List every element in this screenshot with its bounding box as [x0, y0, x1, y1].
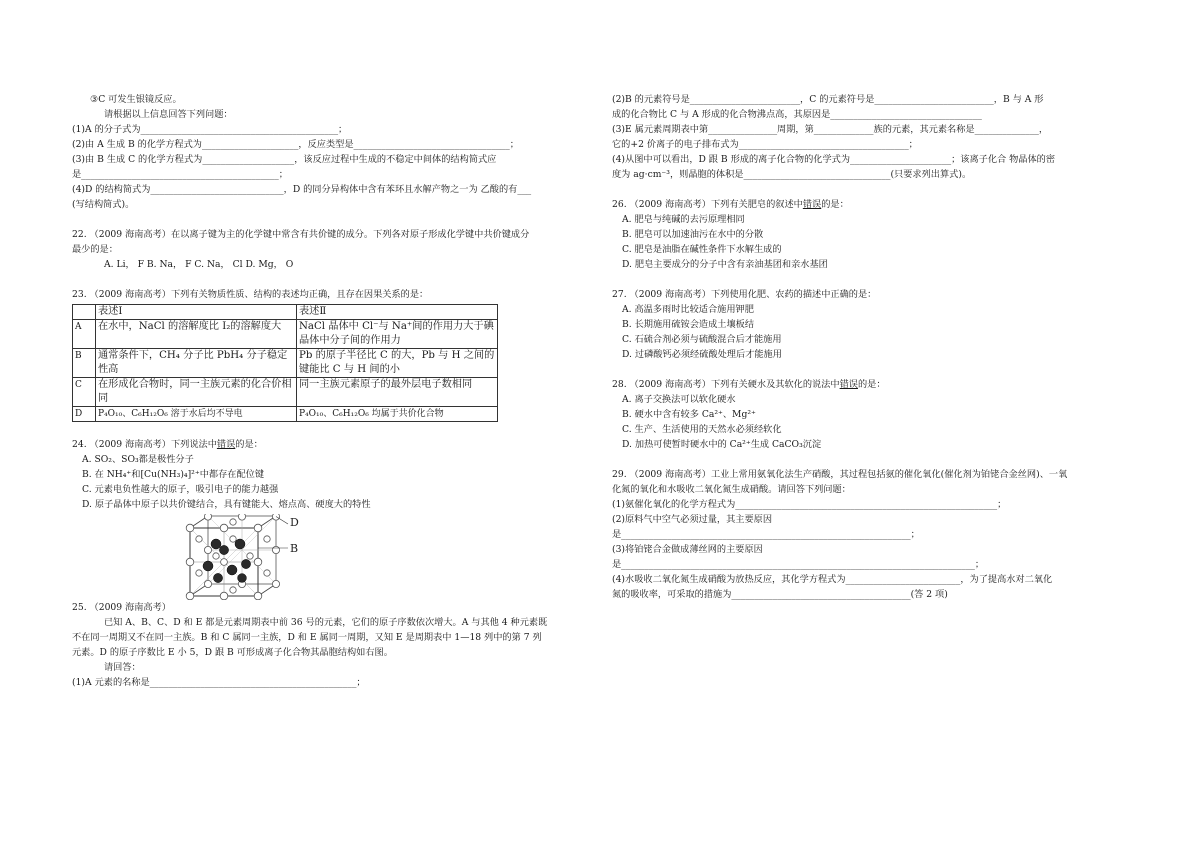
q22-options: A. Li， F B. Na， F C. Na， Cl D. Mg， O [104, 259, 294, 270]
q23-table [72, 304, 498, 422]
q26-stem-emphasis: 错误 [802, 199, 822, 210]
q22-stem-cont: 最少的是： [72, 244, 118, 255]
q25-head: 25. （2009 海南高考） [72, 602, 171, 613]
q26-option-d: D. 肥皂主要成分的分子中含有亲油基团和亲水基团 [622, 259, 828, 270]
q25-part-1: (1)A 元素的名称是_____________________________________________； [72, 677, 366, 688]
q28-option-c: C. 生产、生活使用的天然水必须经软化 [622, 424, 782, 435]
q28-stem [612, 377, 1132, 392]
q29-part-4: (4)水吸收二氧化氮生成硝酸为放热反应，其化学方程式为_________________________，为了提高水对二氧化 [612, 574, 1053, 585]
q21-part-3: (3)由 B 生成 C 的化学方程式为____________________，该反应过程中生成的不稳定中间体的结构简式应 [72, 154, 497, 165]
q24-stem-a: 24. （2009 海南高考）下列说法中 [72, 439, 217, 450]
q28-stem-b: 的是： [857, 379, 886, 390]
q28-stem-emphasis: 错误 [839, 379, 858, 390]
q27-option-d: D. 过磷酸钙必须经硫酸处理后才能施用 [622, 349, 782, 360]
q25-part-3: (3)E 属元素周期表中第_______________周期，第_____________族的元素，其元素名称是______________， [612, 124, 1049, 135]
q29-line-1: 29. （2009 海南高考）工业上常用氨氧化法生产硝酸，其过程包括氨的催化氧化(催化剂为铂铑合金丝网)、一氧 [612, 469, 1068, 480]
q29-part-3: (3)将铂铑合金做成薄丝网的主要原因 [612, 544, 763, 555]
table-header-cell: 表述Ⅱ [297, 305, 498, 320]
question-29 [612, 467, 1132, 602]
left-column [72, 92, 572, 690]
table-row [73, 407, 498, 422]
right-column [612, 92, 1132, 602]
q26-stem-b: 的是： [821, 199, 849, 210]
q21-part-3-cont: 是___________________________________________； [72, 169, 288, 180]
q25-line-3: 元素。D 的原子序数比 E 小 5，D 跟 B 可形成离子化合物其晶胞结构如右图。 [72, 647, 393, 658]
question-22 [72, 227, 572, 272]
table-cell: 在形成化合物时，同一主族元素的化合价相同 [96, 378, 297, 407]
table-cell: Pb 的原子半径比 C 的大，Pb 与 H 之间的键能比 C 与 H 间的小 [297, 349, 498, 378]
q22-stem: 22. （2009 海南高考）在以离子键为主的化学键中常含有共价键的成分。下列各对原子形成化学键中共价键成分 [72, 229, 530, 240]
q25-line-2: 不在同一周期又不在同一主族。B 和 C 属同一主族，D 和 E 属同一周期，又知 E 是周期表中 1—18 列中的第 7 列 [72, 632, 542, 643]
question-25 [72, 600, 572, 690]
crystal-lattice-diagram [184, 514, 324, 600]
q25-ask: 请回答： [104, 662, 141, 673]
q27-option-b: B. 长期施用硫铵会造成土壤板结 [622, 319, 755, 330]
q24-stem-emphasis: 错误 [216, 439, 236, 450]
table-cell: P₄O₁₀、C₆H₁₂O₆ 均属于共价化合物 [297, 407, 498, 422]
table-cell-key: D [73, 407, 96, 422]
q26-option-c: C. 肥皂是油脂在碱性条件下水解生成的 [622, 244, 782, 255]
q24-option-a: A. SO₂、SO₃都是极性分子 [82, 454, 194, 465]
question-23 [72, 287, 572, 422]
table-cell-key: C [73, 378, 96, 407]
q26-option-b: B. 肥皂可以加速油污在水中的分散 [622, 229, 764, 240]
table-header-row [73, 305, 498, 320]
question-27 [612, 287, 1132, 362]
q25-part-2: (2)B 的元素符号是________________________，C 的元素符号是__________________________，B 与 A 形 [612, 94, 1044, 105]
q24-option-b: B. 在 NH₄⁺和[Cu(NH₃)₄]²⁺中都存在配位键 [82, 469, 265, 480]
q29-part-3-cont: 是_____________________________________________________________________________； [612, 559, 985, 570]
table-cell: NaCl 晶体中 Cl⁻与 Na⁺间的作用力大于碘晶体中分子间的作用力 [297, 320, 498, 349]
q29-part-1: (1)氨催化氧化的化学方程式为_________________________________________________________； [612, 499, 1007, 510]
q25-part-3-cont: 它的+2 价离子的电子排布式为_____________________________________； [612, 139, 918, 150]
table-cell: 同一主族元素原子的最外层电子数相同 [297, 378, 498, 407]
q29-part-2: (2)原料气中空气必须过量，其主要原因 [612, 514, 773, 525]
q27-stem: 27. （2009 海南高考）下列使用化肥、农药的描述中正确的是： [612, 289, 877, 300]
q24-option-c: C. 元素电负性越大的原子，吸引电子的能力越强 [82, 484, 279, 495]
table-row [73, 320, 498, 349]
q25-part-4: (4)从图中可以看出，D 跟 B 形成的离子化合物的化学式为______________________；该离子化合 物晶体的密 [612, 154, 1056, 165]
q28-option-a: A. 离子交换法可以软化硬水 [622, 394, 736, 405]
table-cell-key: A [73, 320, 96, 349]
q28-option-d: D. 加热可使暂时硬水中的 Ca²⁺生成 CaCO₃沉淀 [622, 439, 822, 450]
q26-stem-a: 26. （2009 海南高考）下列有关肥皂的叙述中 [612, 199, 803, 210]
q26-option-a: A. 肥皂与纯碱的去污原理相同 [622, 214, 745, 225]
q24-option-d: D. 原子晶体中原子以共价键结合，具有键能大、熔点高、硬度大的特性 [82, 499, 371, 510]
q21-part-2: (2)由 A 生成 B 的化学方程式为_____________________，反应类型是__________________________________； [72, 139, 519, 150]
question-24 [72, 437, 572, 512]
table-row [73, 349, 498, 378]
label-d: D [290, 516, 299, 529]
q21-part-4-cont: (写结构简式)。 [72, 199, 135, 210]
question-28 [612, 377, 1132, 452]
q21-instruction: 请根据以上信息回答下列问题： [104, 109, 233, 120]
table-cell: P₄O₁₀、C₆H₁₂O₆ 溶于水后均不导电 [96, 407, 297, 422]
q25-line-1: 已知 A、B、C、D 和 E 都是元素周期表中前 36 号的元素，它们的原子序数依次增大。A 与其他 4 种元素既 [104, 617, 548, 628]
q29-part-2-cont: 是_______________________________________________________________； [612, 529, 920, 540]
table-row [73, 378, 498, 407]
crystal-cell-figure [184, 514, 324, 600]
q28-stem-a: 28. （2009 海南高考）下列有关硬水及其软化的说法中 [612, 379, 840, 390]
q25-part-2-cont: 成的化合物比 C 与 A 形成的化合物沸点高，其原因是_________________________________ [612, 109, 982, 120]
q29-line-2: 化氮的氧化和水吸收二氧化氮生成硝酸。请回答下列问题： [612, 484, 851, 495]
q26-stem [612, 197, 1132, 212]
q25-part-4-cont: 度为 ag·cm⁻³，则晶胞的体积是________________________________(只要求列出算式)。 [612, 169, 972, 180]
question-26 [612, 197, 1132, 272]
q21-part-4: (4)D 的结构简式为_____________________________，D 的同分异构体中含有苯环且水解产物之一为 乙酸的有___ [72, 184, 532, 195]
q28-option-b: B. 硬水中含有较多 Ca²⁺、Mg²⁺ [622, 409, 756, 420]
q27-option-a: A. 高温多雨时比较适合施用钾肥 [622, 304, 754, 315]
q24-stem-b: 的是： [235, 439, 263, 450]
q24-stem [72, 437, 572, 452]
q27-option-c: C. 石硫合剂必须与硫酸混合后才能施用 [622, 334, 782, 345]
table-cell: 在水中，NaCl 的溶解度比 I₂的溶解度大 [96, 320, 297, 349]
table-cell: 通常条件下，CH₄ 分子比 PbH₄ 分子稳定性高 [96, 349, 297, 378]
q21-item-3: ③C 可发生银镜反应。 [90, 94, 182, 105]
table-header-cell [73, 305, 96, 320]
table-header-cell: 表述Ⅰ [96, 305, 297, 320]
table-cell-key: B [73, 349, 96, 378]
q21-part-1: (1)A 的分子式为___________________________________________； [72, 124, 348, 135]
label-b: B [290, 542, 299, 555]
q29-part-4-cont: 氮的吸收率，可采取的措施为_______________________________________(答 2 项) [612, 589, 948, 600]
q23-stem: 23. （2009 海南高考）下列有关物质性质、结构的表述均正确，且存在因果关系的是： [72, 289, 429, 300]
